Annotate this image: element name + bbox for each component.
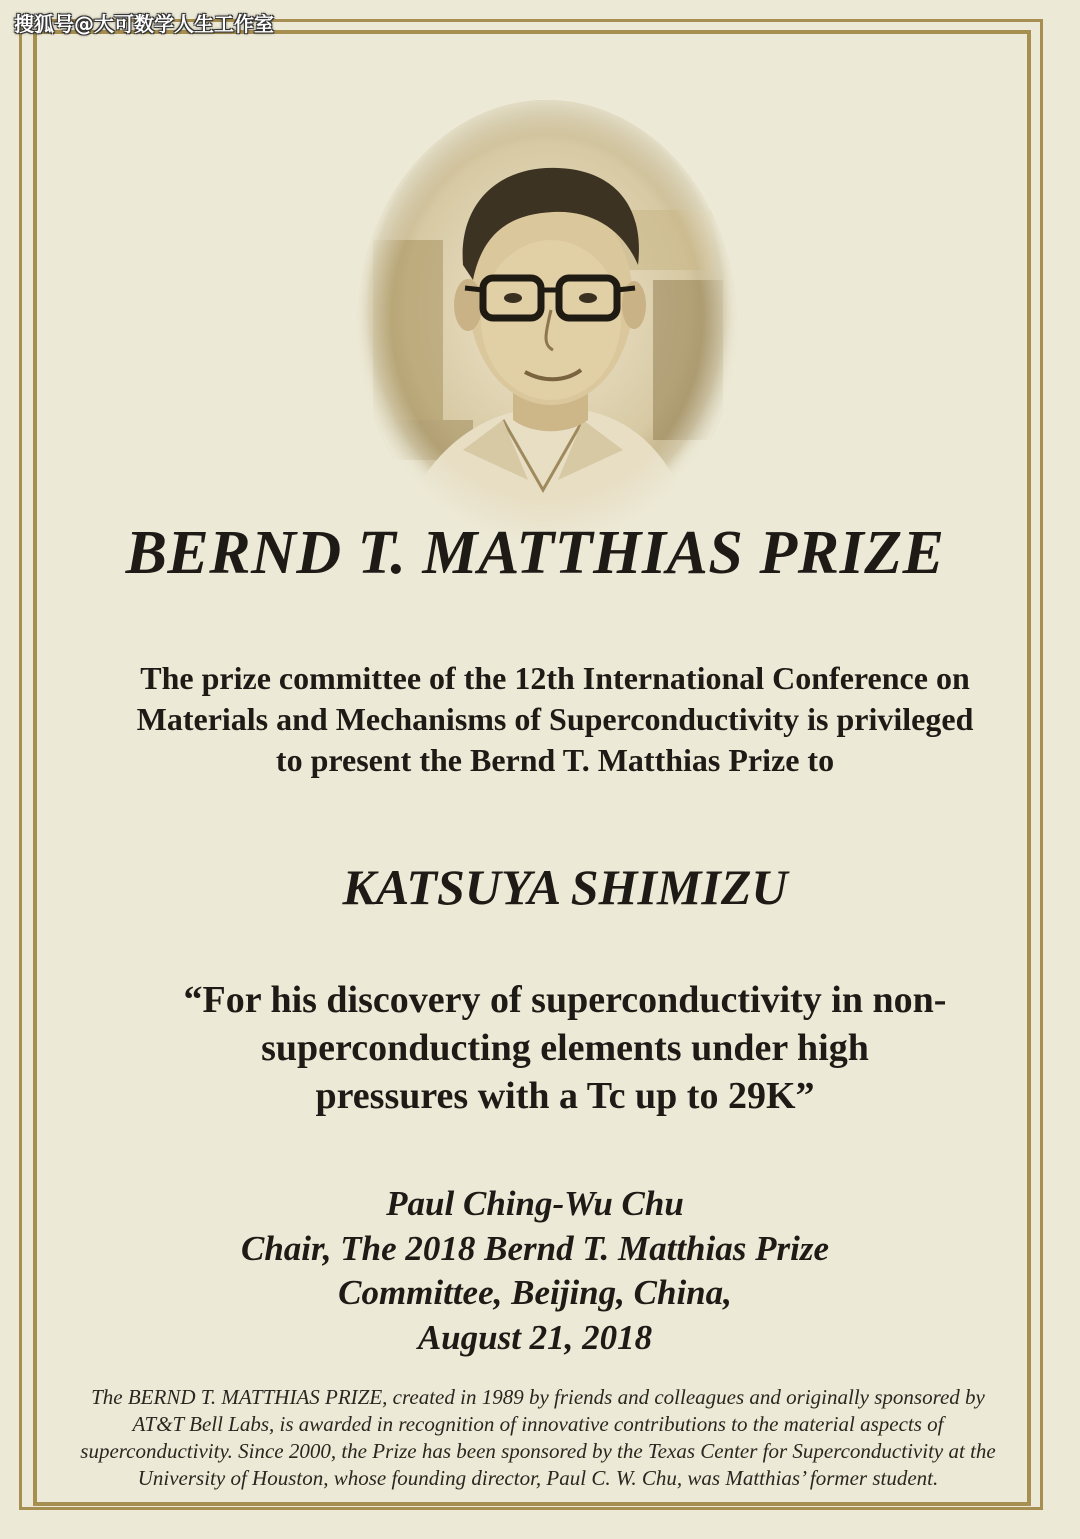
footnote-line: superconductivity. Since 2000, the Prize has been sponsored by the Texas Center for Superconductivity at the xyxy=(80,1439,996,1463)
signature-block xyxy=(60,1182,1010,1360)
signatory-name: Paul Ching-Wu Chu xyxy=(386,1184,684,1223)
prize-footnote xyxy=(48,1384,1028,1492)
portrait-photo xyxy=(353,90,741,545)
signatory-role: Chair, The 2018 Bernd T. Matthias Prize xyxy=(241,1228,829,1268)
footnote-line: AT&T Bell Labs, is awarded in recognition of innovative contributions to the material aspects of xyxy=(132,1412,944,1436)
citation-quote xyxy=(60,976,1070,1120)
footnote-line: The BERND T. MATTHIAS PRIZE, created in 1989 by friends and colleagues and originally sponsored by xyxy=(91,1385,985,1409)
watermark-text: 搜狐号@大可数学人生工作室 xyxy=(14,12,274,36)
intro-line: Materials and Mechanisms of Superconductivity is privileged xyxy=(136,701,974,737)
citation-line: pressures with a Tc up to 29K” xyxy=(315,1075,815,1117)
recipient-name: KATSUYA SHIMIZU xyxy=(342,859,788,915)
footnote-line: University of Houston, whose founding director, Paul C. W. Chu, was Matthias’ former student. xyxy=(137,1466,939,1490)
signature-date: August 21, 2018 xyxy=(417,1317,653,1357)
citation-line: superconducting elements under high xyxy=(261,1027,869,1069)
intro-paragraph xyxy=(60,658,1050,781)
prize-title: BERND T. MATTHIAS PRIZE xyxy=(125,519,945,587)
citation-line: “For his discovery of superconductivity in non- xyxy=(183,979,947,1021)
intro-line: The prize committee of the 12th International Conference on xyxy=(140,660,970,696)
intro-line: to present the Bernd T. Matthias Prize to xyxy=(275,742,835,778)
signatory-location: Committee, Beijing, China, xyxy=(338,1273,732,1312)
